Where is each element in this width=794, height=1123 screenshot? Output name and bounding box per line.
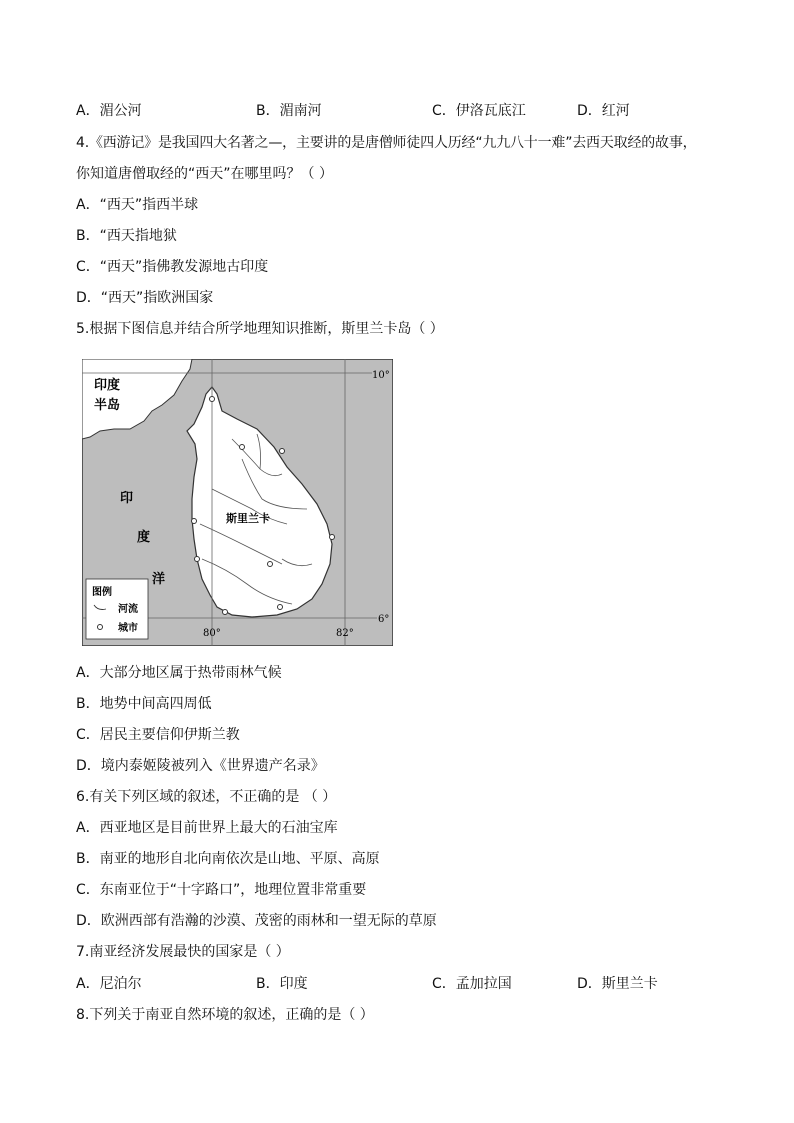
label-india-2: 半岛	[94, 398, 121, 413]
q7-option-b[interactable]: B．印度	[256, 976, 308, 992]
q5-option-c[interactable]: C．居民主要信仰伊斯兰教	[76, 727, 240, 743]
q6-option-a[interactable]: A．西亚地区是目前世界上最大的石油宝库	[76, 820, 338, 836]
sri-lanka-map	[82, 359, 393, 646]
label-lat-10: 10°	[372, 370, 390, 381]
label-ocean-1: 印	[120, 491, 134, 506]
q6-option-d[interactable]: D．欧洲西部有浩瀚的沙漠、茂密的雨林和一望无际的草原	[76, 913, 437, 929]
q5-option-a[interactable]: A．大部分地区属于热带雨林气候	[76, 665, 282, 681]
label-lat-6: 6°	[378, 614, 390, 625]
label-sri-lanka: 斯里兰卡	[226, 512, 270, 525]
label-india-1: 印度	[94, 378, 121, 393]
q3-option-c[interactable]: C．伊洛瓦底江	[432, 103, 526, 119]
q8-stem: 8.下列关于南亚自然环境的叙述，正确的是（ ）	[76, 1007, 374, 1023]
label-lon-80: 80°	[203, 628, 221, 639]
q4-option-d[interactable]: D．“西天”指欧洲国家	[76, 290, 214, 306]
q7-option-c[interactable]: C．孟加拉国	[432, 976, 512, 992]
legend-city: 城市	[118, 623, 138, 634]
q6-option-c[interactable]: C．东南亚位于“十字路口”，地理位置非常重要	[76, 882, 367, 898]
q7-stem: 7.南亚经济发展最快的国家是（ ）	[76, 944, 290, 960]
q3-option-b[interactable]: B．湄南河	[256, 103, 322, 119]
q4-stem-line2: 你知道唐僧取经的“西天”在哪里吗？（ ）	[76, 166, 333, 182]
legend-river: 河流	[118, 604, 138, 615]
q5-option-b[interactable]: B．地势中间高四周低	[76, 696, 212, 712]
q4-option-b[interactable]: B．“西天指地狱	[76, 228, 177, 244]
legend-title: 图例	[92, 587, 112, 598]
label-ocean-2: 度	[137, 530, 151, 545]
q7-option-d[interactable]: D．斯里兰卡	[577, 976, 658, 992]
q6-stem: 6.有关下列区域的叙述，不正确的是 （ ）	[76, 789, 337, 805]
q4-stem-line1: 4.《西游记》是我国四大名著之—，主要讲的是唐僧师徒四人历经“九九八十一难”去西天取经的故事，	[76, 135, 697, 151]
q4-option-c[interactable]: C．“西天”指佛教发源地古印度	[76, 259, 269, 275]
city-icon	[98, 625, 103, 630]
q3-option-d[interactable]: D．红河	[577, 103, 630, 119]
q5-stem: 5.根据下图信息并结合所学地理知识推断，斯里兰卡岛（ ）	[76, 321, 444, 337]
q3-option-a[interactable]: A．湄公河	[76, 103, 142, 119]
q4-option-a[interactable]: A．“西天”指西半球	[76, 197, 199, 213]
q6-option-b[interactable]: B．南亚的地形自北向南依次是山地、平原、高原	[76, 851, 380, 867]
label-lon-82: 82°	[336, 628, 354, 639]
label-ocean-3: 洋	[152, 572, 166, 587]
q7-option-a[interactable]: A．尼泊尔	[76, 976, 142, 992]
q5-option-d[interactable]: D．境内泰姬陵被列入《世界遗产名录》	[76, 758, 325, 774]
